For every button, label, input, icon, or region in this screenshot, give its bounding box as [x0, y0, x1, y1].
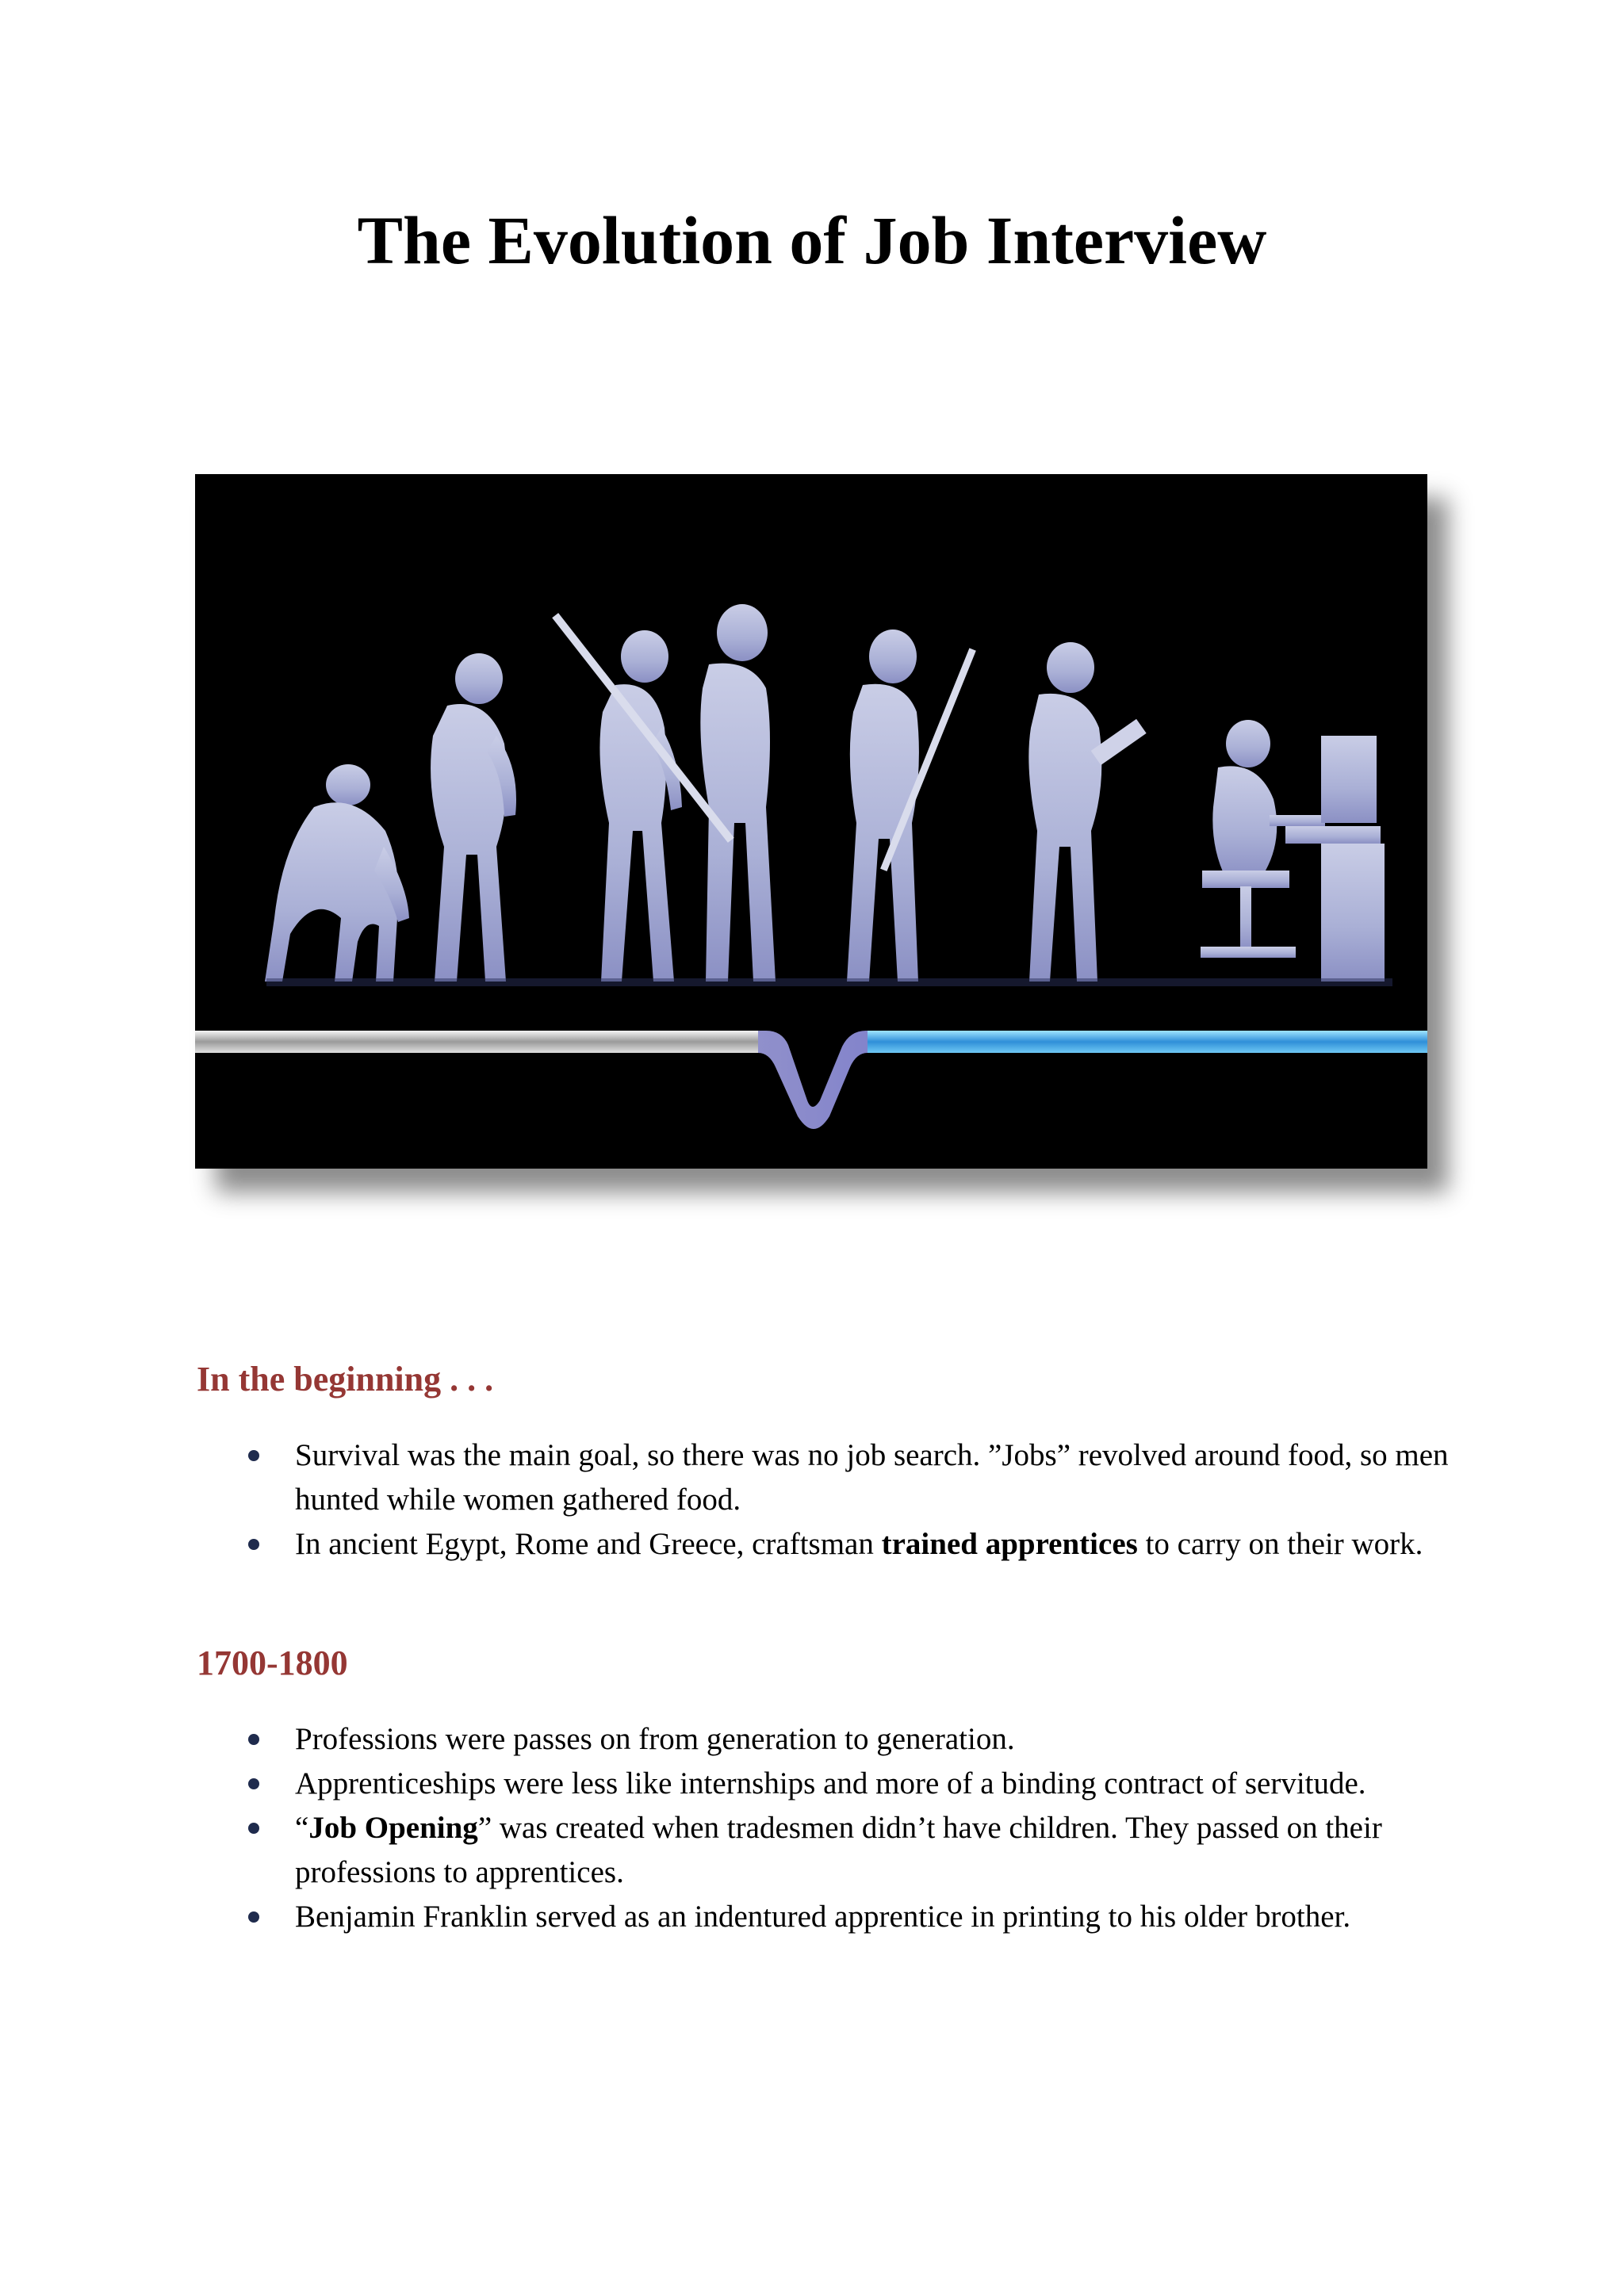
- list-item-text: In ancient Egypt, Rome and Greece, craftsman: [295, 1527, 882, 1561]
- list-item-text: to carry on their work.: [1137, 1527, 1423, 1561]
- list-item: [0, 1522, 1624, 1567]
- list-item-text: Survival was the main goal, so there was no job search. ”Jobs” revolved around food, so men hunted while women gathered food.: [295, 1438, 1449, 1517]
- list-item-text: Professions were passes on from generation to generation.: [295, 1722, 1015, 1756]
- evolution-silhouette-illustration: [195, 474, 1427, 1169]
- bullet-icon: [248, 1911, 259, 1923]
- list-item-text: ” was created when tradesmen didn’t have children. They passed on their professions to apprentices.: [295, 1811, 1382, 1889]
- evolution-figure: [195, 474, 1427, 1169]
- bold-text: Job Opening: [308, 1811, 478, 1845]
- section-heading-1700-1800: 1700-1800: [197, 1644, 348, 1682]
- bullet-icon: [248, 1734, 259, 1745]
- list-item-text: “: [295, 1811, 309, 1845]
- list-item: [0, 1895, 1624, 1939]
- list-item: [0, 1717, 1624, 1762]
- bold-text: trained apprentices: [881, 1527, 1138, 1561]
- list-item: [0, 1806, 1624, 1895]
- bullet-icon: [248, 1778, 259, 1789]
- list-item: [0, 1433, 1624, 1522]
- list-item: [0, 1762, 1624, 1806]
- bullet-list-beginning: [0, 1433, 1624, 1567]
- list-item-text: Benjamin Franklin served as an indentured apprentice in printing to his older brother.: [295, 1900, 1351, 1934]
- section-heading-beginning: In the beginning . . .: [197, 1360, 494, 1399]
- list-item-text: Apprenticeships were less like internships and more of a binding contract of servitude.: [295, 1766, 1366, 1800]
- bullet-icon: [248, 1823, 259, 1834]
- bullet-icon: [248, 1450, 259, 1461]
- page-title: The Evolution of Job Interview: [357, 202, 1267, 278]
- bullet-icon: [248, 1539, 259, 1550]
- bullet-list-1700-1800: [0, 1717, 1624, 1939]
